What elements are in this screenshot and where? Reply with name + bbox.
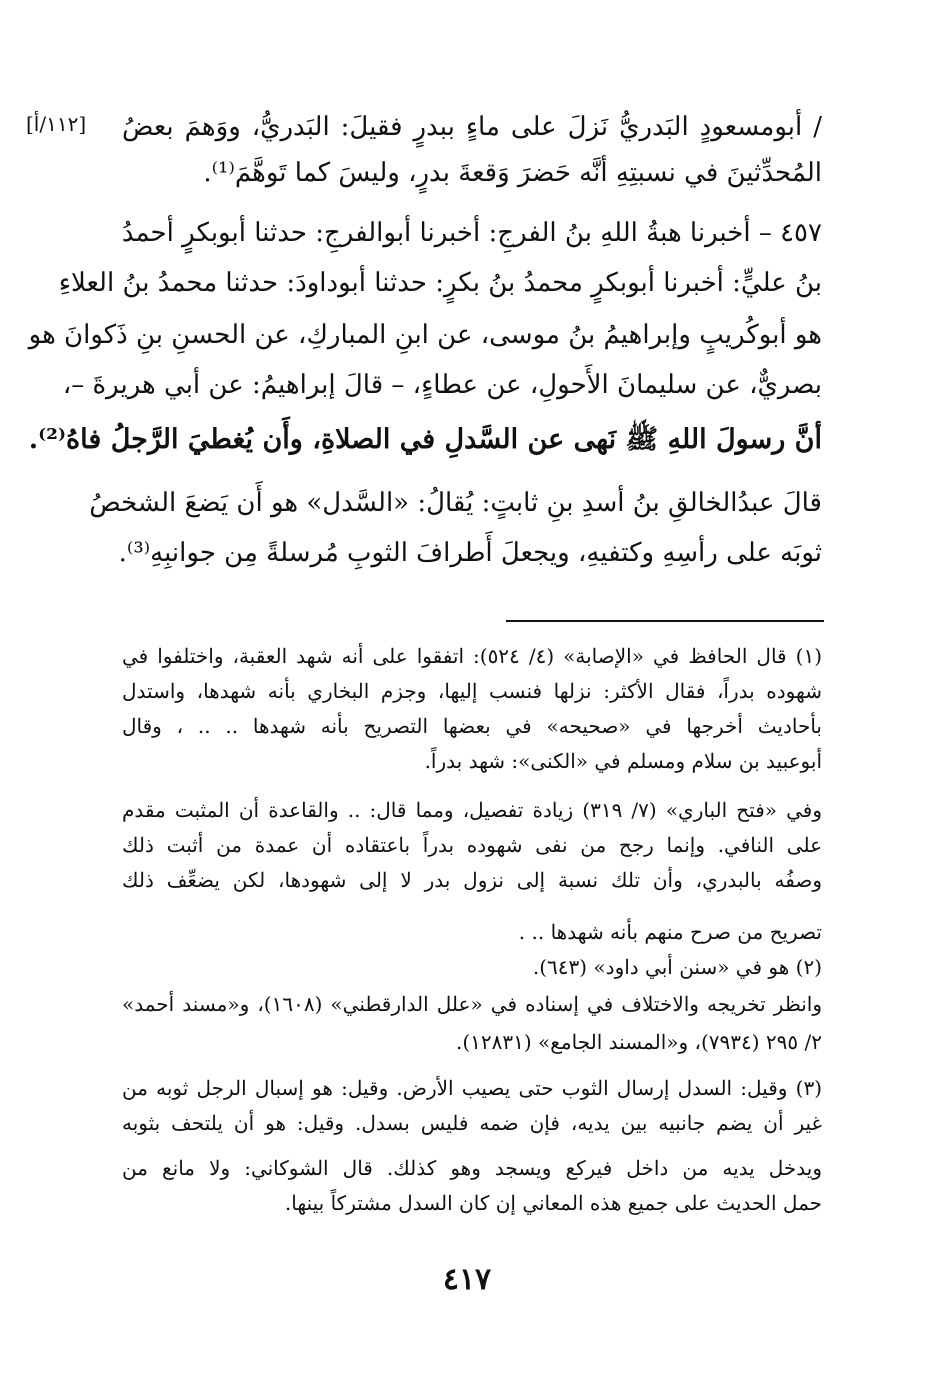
footnote-line: (٣) وقيل: السدل إرسال الثوب حتى يصيب الأرض. وقيل: هو إسبال الرجل ثوبه من xyxy=(122,1076,822,1100)
footnote-line: وصفُه بالبدري، وأن تلك نسبة إلى نزول بدر لا إلى شهودها، لكن يضعِّف ذلك xyxy=(122,868,822,892)
footnote-line: ٢/ ٢٩٥ (٧٩٣٤)، و«المسند الجامع» (١٢٨٣١). xyxy=(456,1030,822,1054)
paragraph-1-line-1: / أبومسعودٍ البَدريُّ نَزلَ على ماءٍ ببدرٍ فقيلَ: البَدريُّ، ووَهمَ بعضُ xyxy=(122,112,822,142)
paragraph-1-line-2: المُحدِّثينَ في نسبتِهِ أنَّه حَضرَ وَقعةَ بدرٍ، وليسَ كما تَوهَّمَ⁽¹⁾. xyxy=(203,158,822,188)
footnote-line: أبوعبيد بن سلام ومسلم في «الكنى»: شهد بدراً. xyxy=(424,749,822,773)
footnote-line: (٢) هو في «سنن أبي داود» (٦٤٣). xyxy=(532,955,822,979)
margin-folio-marker: [١١٢/أ] xyxy=(26,112,87,136)
footnote-line: تصريح من صرح منهم بأنه شهدها .. . xyxy=(518,920,822,944)
paragraph-2-line-3: هو أبوكُريبٍ وإبراهيمُ بنُ موسى، عن ابنِ المباركِ، عن الحسنِ بنِ ذَكوانَ هو xyxy=(28,320,822,350)
footnote-line: بأحاديث أخرجها في «صحيحه» في بعضها التصريح بأنه شهدها .. .. ، وقال xyxy=(122,714,822,738)
footnote-line: وفي «فتح الباري» (٧/ ٣١٩) زيادة تفصيل، ومما قال: .. والقاعدة أن المثبت مقدم xyxy=(122,798,822,822)
paragraph-3-line-2: ثوبَه على رأسِهِ وكتفيهِ، ويجعلَ أَطرافَ الثوبِ مُرسلةً مِن جوانبِهِ⁽³⁾. xyxy=(118,538,822,568)
footnote-separator xyxy=(506,620,824,622)
footnote-line: على النافي. وإنما رجح من نفى شهوده بدراً باعتقاده أن عمدة من أثبت ذلك xyxy=(122,833,822,857)
paragraph-2-line-4: بصريٌّ، عن سليمانَ الأَحولِ، عن عطاءٍ، – قالَ إبراهيمُ: عن أبي هريرةَ –، xyxy=(62,370,822,400)
hadith-text: أنَّ رسولَ اللهِ ﷺ نَهى عن السَّدلِ في الصلاةِ، وأَن يُغطيَ الرَّجلُ فاهُ⁽²⁾. xyxy=(28,424,822,455)
page-number: ٤١٧ xyxy=(442,1262,492,1297)
footnote-line: شهوده بدراً، فقال الأكثر: نزلها فنسب إليها، وجزم البخاري بأنه شهدها، واستدل xyxy=(122,679,822,703)
footnote-line: (١) قال الحافظ في «الإصابة» (٤/ ٥٢٤): اتفقوا على أنه شهد العقبة، واختلفوا في xyxy=(122,644,822,668)
footnote-line: ويدخل يديه من داخل فيركع ويسجد وهو كذلك. قال الشوكاني: ولا مانع من xyxy=(122,1156,822,1180)
footnote-line: حمل الحديث على جميع هذه المعاني إن كان السدل مشتركاً بينها. xyxy=(284,1191,822,1215)
paragraph-2-line-1: ٤٥٧ – أخبرنا هبةُ اللهِ بنُ الفرجِ: أخبرنا أبوالفرجِ: حدثنا أبوبكرٍ أحمدُ xyxy=(121,218,822,248)
footnote-line: وانظر تخريجه والاختلاف في إسناده في «علل الدارقطني» (١٦٠٨)، و«مسند أحمد» xyxy=(122,992,823,1016)
paragraph-2-line-2: بنُ عليٍّ: أخبرنا أبوبكرٍ محمدُ بنُ بكرٍ: حدثنا أبوداودَ: حدثنا محمدُ بنُ العلاءِ xyxy=(58,268,822,298)
paragraph-3-line-1: قالَ عبدُالخالقِ بنُ أسدِ بنِ ثابتٍ: يُقالُ: «السَّدل» هو أَن يَضعَ الشخصُ xyxy=(89,488,822,518)
footnote-line: غير أن يضم جانبيه بين يديه، فإن ضمه فليس بسدل. وقيل: هو أن يلتحف بثوبه xyxy=(122,1111,822,1135)
